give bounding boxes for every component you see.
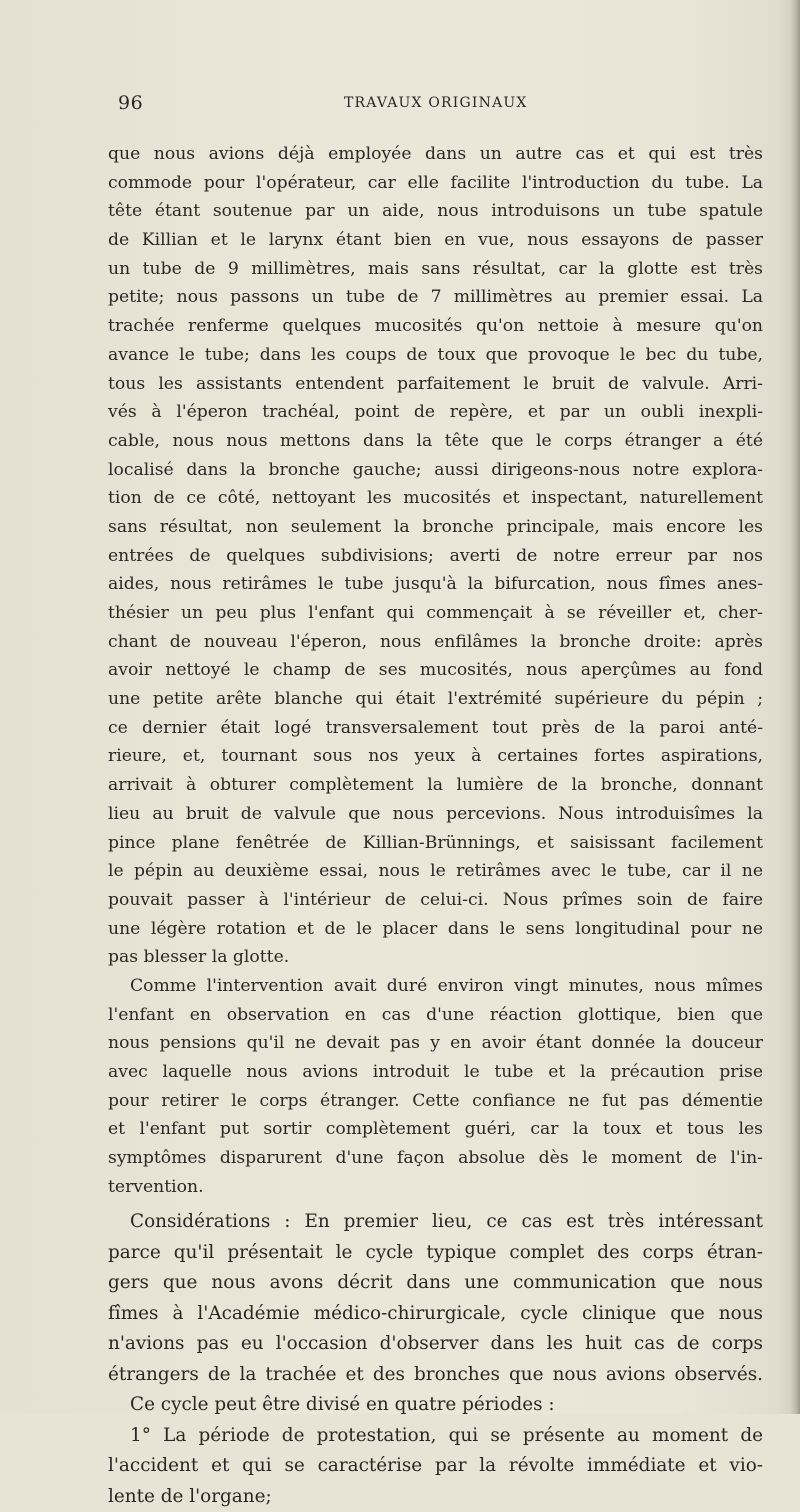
text-line: de Killian et le larynx étant bien en vue, nous essayons de passer bbox=[108, 230, 763, 251]
text-line: parce qu'il présentait le cycle typique complet des corps étran- bbox=[108, 1241, 763, 1263]
text-line: cable, nous nous mettons dans la tête que le corps étranger a été bbox=[108, 430, 763, 451]
page-header bbox=[108, 92, 763, 116]
text-line: étrangers de la trachée et des bronches que nous avions observés. bbox=[108, 1363, 763, 1385]
text-line: tête étant soutenue par un aide, nous introduisons un tube spatule bbox=[108, 201, 763, 222]
text-line: avec laquelle nous avions introduit le tube et la précaution prise bbox=[108, 1062, 763, 1082]
text-line: que nous avions déjà employée dans un autre cas et qui est très bbox=[108, 144, 763, 164]
text-line: commode pour l'opérateur, car elle facilite l'introduction du tube. La bbox=[108, 172, 763, 193]
text-line: petite; nous passons un tube de 7 millimètres au premier essai. La bbox=[108, 287, 763, 308]
text-line: avoir nettoyé le champ de ses mucosités, nous aperçûmes au fond bbox=[108, 660, 763, 681]
text-line: gers que nous avons décrit dans une communication que nous bbox=[108, 1272, 763, 1294]
text-line: et l'enfant put sortir complètement guéri, car la toux et tous les bbox=[108, 1119, 763, 1140]
text-line: trachée renferme quelques mucosités qu'on nettoie à mesure qu'on bbox=[108, 316, 763, 337]
text-line: tervention. bbox=[108, 1176, 204, 1197]
running-head: TRAVAUX ORIGINAUX bbox=[344, 95, 528, 111]
text-line: arrivait à obturer complètement la lumière de la bronche, donnant bbox=[108, 775, 763, 796]
paragraph-3 bbox=[108, 1207, 763, 1390]
text-line: symptômes disparurent d'une façon absolue dès le moment de l'in- bbox=[108, 1148, 763, 1169]
text-line: ce dernier était logé transversalement tout près de la paroi anté- bbox=[108, 717, 763, 738]
text-line: chant de nouveau l'éperon, nous enfilâmes la bronche droite: après bbox=[108, 631, 763, 652]
text-line: nous pensions qu'il ne devait pas y en avoir étant donnée la douceur bbox=[108, 1033, 763, 1054]
text-line: thésier un peu plus l'enfant qui commençait à se réveiller et, cher- bbox=[108, 603, 763, 623]
text-line: Considérations : En premier lieu, ce cas est très intéressant bbox=[130, 1211, 763, 1233]
text-line: n'avions pas eu l'occasion d'observer dans les huit cas de corps bbox=[108, 1333, 763, 1355]
text-line: localisé dans la bronche gauche; aussi dirigeons-nous notre explora- bbox=[108, 459, 763, 480]
text-line: vés à l'éperon trachéal, point de repère, et par un oubli inexpli- bbox=[108, 402, 763, 423]
text-line: tion de ce côté, nettoyant les mucosités et inspectant, naturellement bbox=[108, 488, 763, 509]
page-number: 96 bbox=[118, 92, 144, 114]
paragraph-1 bbox=[108, 140, 763, 972]
text-line: une petite arête blanche qui était l'extrémité supérieure du pépin ; bbox=[108, 689, 763, 710]
text-line: entrées de quelques subdivisions; averti de notre erreur par nos bbox=[108, 545, 763, 566]
body-text bbox=[108, 140, 763, 1512]
text-line: une légère rotation et de le placer dans le sens longitudinal pour ne bbox=[108, 918, 763, 939]
text-line: l'accident et qui se caractérise par la révolte immédiate et vio- bbox=[108, 1455, 763, 1477]
text-line: aides, nous retirâmes le tube jusqu'à la bifurcation, nous fîmes anes- bbox=[108, 574, 763, 595]
text-line: lente de l'organe; bbox=[108, 1485, 272, 1507]
text-line: Ce cycle peut être divisé en quatre périodes : bbox=[130, 1394, 555, 1416]
text-line: rieure, et, tournant sous nos yeux à certaines fortes aspirations, bbox=[108, 746, 763, 767]
text-line: un tube de 9 millimètres, mais sans résultat, car la glotte est très bbox=[108, 258, 763, 279]
text-line: fîmes à l'Académie médico-chirurgicale, cycle clinique que nous bbox=[108, 1302, 763, 1324]
text-line: avance le tube; dans les coups de toux que provoque le bec du tube, bbox=[108, 344, 763, 365]
text-line: pas blesser la glotte. bbox=[108, 947, 290, 968]
text-line: pince plane fenêtrée de Killian-Brünnings, et saisissant facilement bbox=[108, 832, 763, 853]
paragraph-5 bbox=[108, 1421, 763, 1512]
text-line: sans résultat, non seulement la bronche principale, mais encore les bbox=[108, 516, 763, 537]
text-line: 1° La période de protestation, qui se présente au moment de bbox=[130, 1424, 763, 1446]
text-line: le pépin au deuxième essai, nous le retirâmes avec le tube, car il ne bbox=[108, 861, 763, 882]
paragraph-2 bbox=[108, 972, 763, 1202]
considerations-section bbox=[108, 1207, 763, 1512]
text-line: lieu au bruit de valvule que nous percevions. Nous introduisîmes la bbox=[108, 803, 763, 824]
text-line: pouvait passer à l'intérieur de celui-ci. Nous prîmes soin de faire bbox=[108, 889, 763, 910]
paragraph-4 bbox=[108, 1390, 763, 1421]
page-edge bbox=[790, 0, 800, 1414]
text-line: Comme l'intervention avait duré environ vingt minutes, nous mîmes bbox=[130, 975, 763, 996]
text-line: l'enfant en observation en cas d'une réaction glottique, bien que bbox=[108, 1004, 763, 1025]
text-line: pour retirer le corps étranger. Cette confiance ne fut pas démentie bbox=[108, 1090, 763, 1111]
text-line: tous les assistants entendent parfaitement le bruit de valvule. Arri- bbox=[108, 373, 763, 394]
